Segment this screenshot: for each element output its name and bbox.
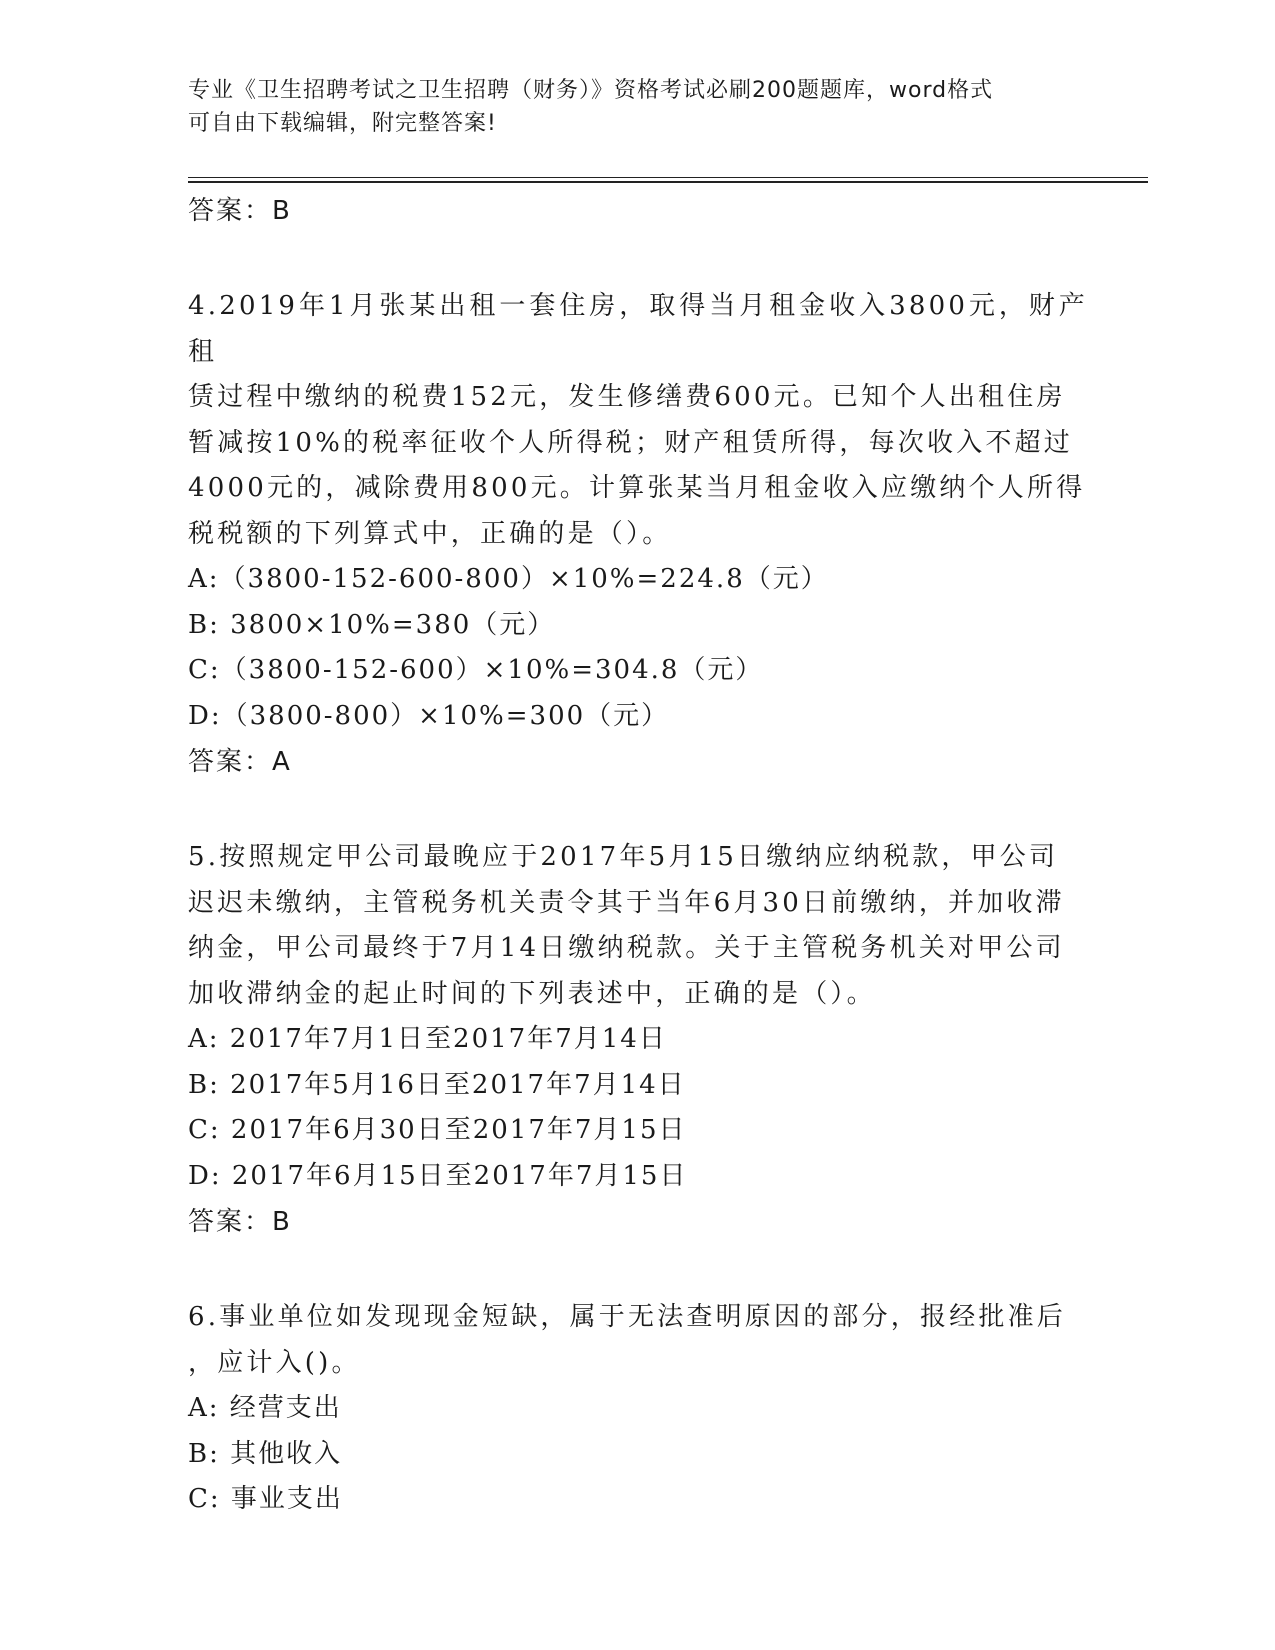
question-6 (188, 1295, 1088, 1523)
question-text-line: 迟迟未缴纳，主管税务机关责令其于当年6月30日前缴纳，并加收滞 (188, 887, 1065, 918)
question-6-option-c: C: 事业支出 (188, 1484, 343, 1514)
question-4-option-c: C:（3800-152-600）×10%=304.8（元） (188, 655, 764, 685)
document-body (188, 188, 1088, 1523)
question-text-line: 赁过程中缴纳的税费152元，发生修缮费600元。已知个人出租住房 (188, 382, 1066, 412)
header-title-line-1: 专业《卫生招聘考试之卫生招聘（财务）》资格考试必刷200题题库，word格式 (188, 78, 994, 103)
question-text-line: 4000元的，减除费用800元。计算张某当月租金收入应缴纳个人所得 (188, 473, 1086, 503)
question-text-line: 4.2019年1月张某出租一套住房，取得当月租金收入3800元，财产租 (188, 291, 1088, 367)
answer-question-3: 答案：B (188, 196, 292, 226)
question-4-option-b: B: 3800×10%=380（元） (188, 609, 556, 640)
question-4-text (188, 284, 1088, 557)
question-5-answer: 答案：B (188, 1207, 292, 1237)
question-4-option-d: D:（3800-800）×10%=300（元） (188, 700, 670, 731)
question-5-option-b: B: 2017年5月16日至2017年7月14日 (188, 1069, 686, 1100)
question-6-text (188, 1295, 1088, 1386)
question-6-option-a: A: 经营支出 (188, 1393, 342, 1423)
spacer (188, 785, 1088, 835)
question-text-line: 5.按照规定甲公司最晚应于2017年5月15日缴纳应纳税款，甲公司 (188, 842, 1059, 872)
question-text-line: 6.事业单位如发现现金短缺，属于无法查明原因的部分，报经批准后 (188, 1302, 1067, 1332)
header-title-line-2: 可自由下载编辑，附完整答案! (188, 111, 497, 136)
question-text-line: ，应计入()。 (188, 1347, 361, 1378)
question-text-line: 纳金，甲公司最终于7月14日缴纳税款。关于主管税务机关对甲公司 (188, 933, 1065, 963)
page-header (188, 74, 1068, 140)
question-5-text (188, 835, 1088, 1017)
question-5-option-c: C: 2017年6月30日至2017年7月15日 (188, 1115, 687, 1145)
question-4 (188, 284, 1088, 785)
question-5-option-a: A: 2017年7月1日至2017年7月14日 (188, 1024, 667, 1054)
question-6-option-b: B: 其他收入 (188, 1438, 343, 1469)
header-rule-thin (188, 177, 1148, 178)
header-rule-thick (188, 181, 1148, 183)
question-4-answer: 答案：A (188, 747, 292, 777)
spacer (188, 234, 1088, 284)
question-5 (188, 835, 1088, 1245)
question-text-line: 暂减按10%的税率征收个人所得税；财产租赁所得，每次收入不超过 (188, 427, 1073, 458)
question-text-line: 税税额的下列算式中，正确的是（）。 (188, 518, 672, 549)
question-text-line: 加收滞纳金的起止时间的下列表述中，正确的是（）。 (188, 978, 876, 1009)
question-4-option-a: A:（3800-152-600-800）×10%=224.8（元） (188, 564, 829, 594)
question-5-option-d: D: 2017年6月15日至2017年7月15日 (188, 1160, 688, 1191)
spacer (188, 1245, 1088, 1295)
